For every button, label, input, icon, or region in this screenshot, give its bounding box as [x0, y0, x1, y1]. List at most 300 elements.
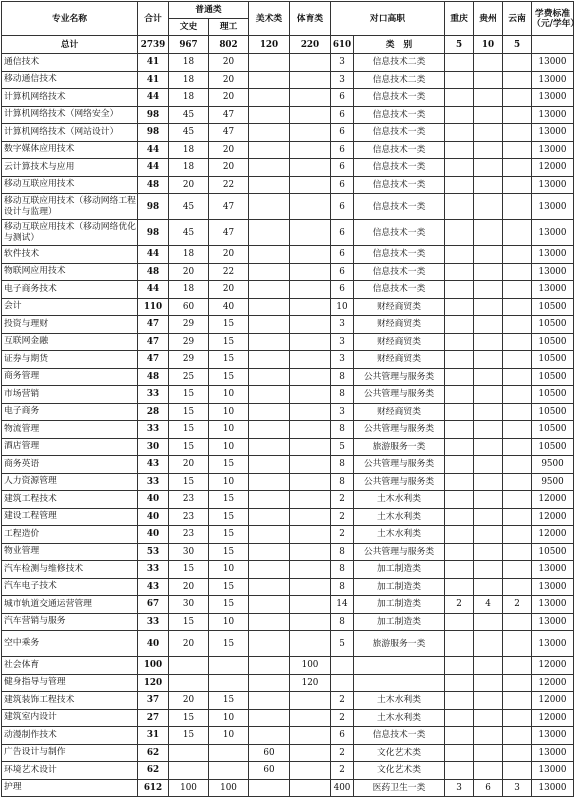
cell-art	[249, 508, 290, 526]
cell-major-name: 云计算技术与应用	[2, 159, 138, 177]
cell-art	[249, 333, 290, 351]
cell-major-name: 移动通信技术	[2, 71, 138, 89]
cell-fee: 9500	[532, 473, 574, 491]
cell-art	[249, 124, 290, 142]
header-major: 专业名称	[2, 2, 138, 36]
table-row	[2, 657, 574, 675]
header-chongqing: 重庆	[445, 2, 474, 36]
cell-total: 47	[138, 333, 169, 351]
cell-major-name: 商务管理	[2, 368, 138, 386]
cell-major-name: 广告设计与制作	[2, 744, 138, 762]
cell-wenshi	[169, 657, 209, 675]
cell-duikou: 3	[331, 71, 354, 89]
table-row	[2, 543, 574, 561]
cell-duikou: 2	[331, 762, 354, 780]
table-row	[2, 71, 574, 89]
cell-wenshi: 15	[169, 473, 209, 491]
cell-yunnan	[503, 674, 532, 692]
cell-yunnan	[503, 526, 532, 544]
cell-category: 土木水利类	[354, 526, 445, 544]
cell-chongqing	[445, 657, 474, 675]
cell-total: 27	[138, 709, 169, 727]
cell-fee: 12000	[532, 692, 574, 710]
cell-sports	[290, 333, 331, 351]
cell-category: 信息技术一类	[354, 106, 445, 124]
cell-category	[354, 657, 445, 675]
cell-major-name: 物流管理	[2, 421, 138, 439]
cell-major-name: 环境艺术设计	[2, 762, 138, 780]
cell-sports	[290, 543, 331, 561]
cell-category: 公共管理与服务类	[354, 421, 445, 439]
cell-duikou: 6	[331, 124, 354, 142]
cell-major-name: 商务英语	[2, 456, 138, 474]
cell-art	[249, 403, 290, 421]
table-row	[2, 386, 574, 404]
cell-art	[249, 141, 290, 159]
cell-wenshi: 15	[169, 421, 209, 439]
cell-sports	[290, 779, 331, 797]
cell-total: 40	[138, 491, 169, 509]
cell-ligong: 100	[209, 779, 249, 797]
cell-major-name: 建设工程管理	[2, 508, 138, 526]
cell-guizhou	[474, 543, 503, 561]
cell-sports	[290, 526, 331, 544]
cell-art	[249, 438, 290, 456]
cell-fee: 13000	[532, 613, 574, 631]
cell-ligong	[209, 744, 249, 762]
cell-wenshi: 29	[169, 316, 209, 334]
cell-major-name: 社会体育	[2, 657, 138, 675]
cell-category: 公共管理与服务类	[354, 473, 445, 491]
cell-duikou: 6	[331, 263, 354, 281]
table-row	[2, 456, 574, 474]
table-row	[2, 491, 574, 509]
cell-ligong	[209, 657, 249, 675]
cell-wenshi: 18	[169, 54, 209, 72]
cell-chongqing	[445, 298, 474, 316]
cell-fee: 13000	[532, 578, 574, 596]
cell-art	[249, 89, 290, 107]
cell-duikou: 2	[331, 526, 354, 544]
cell-guizhou	[474, 351, 503, 369]
cell-ligong	[209, 762, 249, 780]
cell-total: 33	[138, 473, 169, 491]
cell-guizhou	[474, 473, 503, 491]
cell-duikou: 6	[331, 727, 354, 745]
cell-chongqing	[445, 263, 474, 281]
cell-fee: 12000	[532, 674, 574, 692]
header-total: 合计	[138, 2, 169, 36]
cell-major-name: 计算机网络技术	[2, 89, 138, 107]
cell-category: 公共管理与服务类	[354, 386, 445, 404]
cell-sports	[290, 71, 331, 89]
table-row	[2, 194, 574, 220]
cell-major-name: 物联网应用技术	[2, 263, 138, 281]
cell-wenshi: 15	[169, 613, 209, 631]
cell-sports: 120	[290, 674, 331, 692]
cell-guizhou	[474, 386, 503, 404]
header-general: 普通类	[169, 2, 249, 19]
cell-category: 土木水利类	[354, 508, 445, 526]
cell-art	[249, 298, 290, 316]
header-wenshi: 文史	[169, 19, 209, 36]
cell-total: 33	[138, 561, 169, 579]
cell-yunnan	[503, 368, 532, 386]
cell-fee: 13000	[532, 54, 574, 72]
cell-total: 43	[138, 578, 169, 596]
cell-ligong: 47	[209, 220, 249, 246]
cell-category: 财经商贸类	[354, 298, 445, 316]
cell-art	[249, 779, 290, 797]
cell-guizhou	[474, 526, 503, 544]
cell-ligong: 10	[209, 421, 249, 439]
cell-sports	[290, 351, 331, 369]
cell-sports	[290, 508, 331, 526]
cell-category: 加工制造类	[354, 561, 445, 579]
summary-category: 类 别	[354, 36, 445, 54]
cell-chongqing	[445, 89, 474, 107]
cell-major-name: 物业管理	[2, 543, 138, 561]
cell-wenshi: 29	[169, 351, 209, 369]
cell-total: 110	[138, 298, 169, 316]
cell-ligong: 20	[209, 281, 249, 299]
cell-total: 98	[138, 106, 169, 124]
cell-guizhou	[474, 631, 503, 657]
cell-total: 98	[138, 194, 169, 220]
cell-fee: 10500	[532, 368, 574, 386]
cell-fee: 13000	[532, 779, 574, 797]
cell-major-name: 酒店管理	[2, 438, 138, 456]
cell-wenshi: 45	[169, 194, 209, 220]
cell-ligong: 15	[209, 456, 249, 474]
cell-fee: 12000	[532, 657, 574, 675]
table-row	[2, 744, 574, 762]
cell-art	[249, 421, 290, 439]
cell-guizhou	[474, 403, 503, 421]
cell-category: 信息技术一类	[354, 220, 445, 246]
cell-chongqing	[445, 613, 474, 631]
table-row	[2, 709, 574, 727]
cell-chongqing	[445, 333, 474, 351]
cell-duikou: 6	[331, 159, 354, 177]
cell-yunnan	[503, 561, 532, 579]
cell-yunnan	[503, 89, 532, 107]
cell-chongqing	[445, 386, 474, 404]
cell-yunnan	[503, 298, 532, 316]
cell-chongqing	[445, 526, 474, 544]
cell-guizhou	[474, 456, 503, 474]
cell-yunnan	[503, 54, 532, 72]
cell-guizhou	[474, 368, 503, 386]
cell-sports	[290, 368, 331, 386]
cell-art	[249, 106, 290, 124]
cell-sports	[290, 246, 331, 264]
cell-yunnan	[503, 491, 532, 509]
cell-duikou: 5	[331, 631, 354, 657]
cell-total: 40	[138, 508, 169, 526]
cell-fee: 13000	[532, 561, 574, 579]
table-row	[2, 727, 574, 745]
cell-duikou: 8	[331, 613, 354, 631]
cell-guizhou	[474, 613, 503, 631]
table-row	[2, 368, 574, 386]
cell-major-name: 护理	[2, 779, 138, 797]
cell-category: 信息技术一类	[354, 159, 445, 177]
cell-category: 文化艺术类	[354, 762, 445, 780]
summary-art: 120	[249, 36, 290, 54]
cell-category: 信息技术一类	[354, 727, 445, 745]
cell-wenshi: 18	[169, 71, 209, 89]
cell-wenshi: 15	[169, 438, 209, 456]
cell-total: 37	[138, 692, 169, 710]
cell-sports	[290, 316, 331, 334]
cell-art	[249, 692, 290, 710]
cell-ligong: 10	[209, 473, 249, 491]
cell-chongqing	[445, 491, 474, 509]
cell-major-name: 建筑工程技术	[2, 491, 138, 509]
cell-wenshi: 60	[169, 298, 209, 316]
cell-art	[249, 263, 290, 281]
cell-art	[249, 596, 290, 614]
cell-wenshi: 45	[169, 124, 209, 142]
cell-wenshi: 20	[169, 263, 209, 281]
cell-ligong: 20	[209, 54, 249, 72]
cell-chongqing	[445, 141, 474, 159]
cell-chongqing	[445, 674, 474, 692]
cell-total: 47	[138, 316, 169, 334]
cell-chongqing	[445, 316, 474, 334]
cell-duikou: 3	[331, 403, 354, 421]
cell-major-name: 计算机网络技术（网站设计）	[2, 124, 138, 142]
cell-duikou: 2	[331, 508, 354, 526]
cell-fee: 9500	[532, 456, 574, 474]
cell-major-name: 汽车电子技术	[2, 578, 138, 596]
cell-sports	[290, 709, 331, 727]
cell-ligong: 20	[209, 71, 249, 89]
cell-art	[249, 368, 290, 386]
cell-ligong: 15	[209, 316, 249, 334]
cell-duikou: 2	[331, 491, 354, 509]
table-row	[2, 220, 574, 246]
cell-chongqing	[445, 421, 474, 439]
cell-category: 财经商贸类	[354, 333, 445, 351]
cell-chongqing	[445, 194, 474, 220]
cell-guizhou	[474, 263, 503, 281]
cell-total: 44	[138, 141, 169, 159]
cell-sports	[290, 386, 331, 404]
cell-art	[249, 657, 290, 675]
cell-wenshi: 18	[169, 246, 209, 264]
cell-fee: 10500	[532, 386, 574, 404]
cell-wenshi: 100	[169, 779, 209, 797]
cell-total: 40	[138, 631, 169, 657]
cell-category: 土木水利类	[354, 491, 445, 509]
cell-sports	[290, 744, 331, 762]
cell-guizhou	[474, 762, 503, 780]
cell-yunnan	[503, 727, 532, 745]
cell-fee: 13000	[532, 246, 574, 264]
cell-fee: 10500	[532, 316, 574, 334]
cell-wenshi	[169, 674, 209, 692]
cell-sports	[290, 727, 331, 745]
cell-art	[249, 176, 290, 194]
summary-total: 2739	[138, 36, 169, 54]
table-row	[2, 762, 574, 780]
cell-wenshi: 20	[169, 176, 209, 194]
cell-duikou: 400	[331, 779, 354, 797]
cell-sports	[290, 194, 331, 220]
table-row	[2, 631, 574, 657]
cell-sports	[290, 54, 331, 72]
cell-total: 62	[138, 744, 169, 762]
cell-ligong: 47	[209, 194, 249, 220]
header-fee	[532, 2, 579, 36]
cell-major-name: 软件技术	[2, 246, 138, 264]
summary-label: 总计	[2, 36, 138, 54]
table-row	[2, 692, 574, 710]
cell-duikou	[331, 657, 354, 675]
cell-duikou: 8	[331, 421, 354, 439]
cell-total: 44	[138, 159, 169, 177]
cell-sports	[290, 263, 331, 281]
cell-guizhou	[474, 578, 503, 596]
table-row	[2, 508, 574, 526]
cell-chongqing	[445, 473, 474, 491]
cell-art	[249, 613, 290, 631]
cell-category: 土木水利类	[354, 692, 445, 710]
cell-duikou: 6	[331, 220, 354, 246]
cell-ligong: 20	[209, 141, 249, 159]
cell-fee: 13000	[532, 89, 574, 107]
cell-wenshi: 15	[169, 403, 209, 421]
cell-chongqing	[445, 456, 474, 474]
cell-fee: 13000	[532, 631, 574, 657]
cell-wenshi: 20	[169, 456, 209, 474]
cell-duikou: 6	[331, 176, 354, 194]
cell-guizhou	[474, 491, 503, 509]
cell-art	[249, 473, 290, 491]
cell-guizhou	[474, 89, 503, 107]
cell-duikou: 2	[331, 692, 354, 710]
cell-chongqing	[445, 727, 474, 745]
cell-chongqing	[445, 438, 474, 456]
cell-total: 28	[138, 403, 169, 421]
cell-category: 旅游服务一类	[354, 631, 445, 657]
cell-fee: 13000	[532, 176, 574, 194]
cell-art	[249, 456, 290, 474]
cell-ligong: 40	[209, 298, 249, 316]
cell-chongqing	[445, 543, 474, 561]
cell-duikou: 6	[331, 281, 354, 299]
cell-category: 信息技术二类	[354, 54, 445, 72]
cell-chongqing	[445, 508, 474, 526]
cell-sports	[290, 176, 331, 194]
cell-chongqing	[445, 159, 474, 177]
cell-category: 信息技术一类	[354, 124, 445, 142]
cell-total: 100	[138, 657, 169, 675]
cell-major-name: 互联网金融	[2, 333, 138, 351]
cell-fee: 13000	[532, 220, 574, 246]
cell-chongqing	[445, 351, 474, 369]
table-row	[2, 89, 574, 107]
cell-chongqing	[445, 762, 474, 780]
cell-total: 44	[138, 89, 169, 107]
cell-chongqing	[445, 709, 474, 727]
cell-category: 财经商贸类	[354, 351, 445, 369]
cell-yunnan	[503, 744, 532, 762]
cell-total: 120	[138, 674, 169, 692]
header-sports: 体育类	[290, 2, 331, 36]
table-row	[2, 333, 574, 351]
cell-fee: 10500	[532, 438, 574, 456]
cell-major-name: 建筑装饰工程技术	[2, 692, 138, 710]
cell-art	[249, 194, 290, 220]
cell-fee: 13000	[532, 263, 574, 281]
cell-duikou: 8	[331, 561, 354, 579]
cell-wenshi: 23	[169, 491, 209, 509]
cell-ligong: 15	[209, 368, 249, 386]
cell-major-name: 汽车检测与维修技术	[2, 561, 138, 579]
cell-wenshi: 15	[169, 561, 209, 579]
cell-yunnan	[503, 692, 532, 710]
cell-sports	[290, 438, 331, 456]
table-row	[2, 141, 574, 159]
cell-major-name: 空中乘务	[2, 631, 138, 657]
header-ligong: 理工	[209, 19, 249, 36]
summary-sports: 220	[290, 36, 331, 54]
cell-guizhou	[474, 438, 503, 456]
cell-total: 43	[138, 456, 169, 474]
cell-major-name: 证券与期货	[2, 351, 138, 369]
cell-wenshi: 29	[169, 333, 209, 351]
cell-art	[249, 631, 290, 657]
cell-ligong: 15	[209, 692, 249, 710]
cell-yunnan	[503, 386, 532, 404]
cell-total: 33	[138, 386, 169, 404]
cell-duikou: 14	[331, 596, 354, 614]
table-row	[2, 298, 574, 316]
cell-total: 67	[138, 596, 169, 614]
table-row	[2, 159, 574, 177]
cell-ligong: 22	[209, 263, 249, 281]
cell-yunnan	[503, 351, 532, 369]
cell-guizhou	[474, 176, 503, 194]
cell-chongqing	[445, 368, 474, 386]
cell-ligong: 15	[209, 526, 249, 544]
cell-wenshi: 18	[169, 281, 209, 299]
cell-yunnan	[503, 456, 532, 474]
cell-art	[249, 543, 290, 561]
cell-wenshi: 23	[169, 526, 209, 544]
cell-duikou: 2	[331, 744, 354, 762]
cell-yunnan	[503, 246, 532, 264]
cell-total: 48	[138, 176, 169, 194]
cell-art: 60	[249, 762, 290, 780]
cell-major-name: 电子商务	[2, 403, 138, 421]
cell-sports	[290, 124, 331, 142]
cell-fee: 12000	[532, 508, 574, 526]
cell-chongqing	[445, 744, 474, 762]
cell-chongqing: 3	[445, 779, 474, 797]
cell-ligong: 10	[209, 386, 249, 404]
cell-yunnan	[503, 220, 532, 246]
cell-yunnan: 3	[503, 779, 532, 797]
cell-major-name: 工程造价	[2, 526, 138, 544]
cell-yunnan	[503, 194, 532, 220]
cell-duikou: 3	[331, 54, 354, 72]
cell-fee: 12000	[532, 159, 574, 177]
cell-duikou: 10	[331, 298, 354, 316]
